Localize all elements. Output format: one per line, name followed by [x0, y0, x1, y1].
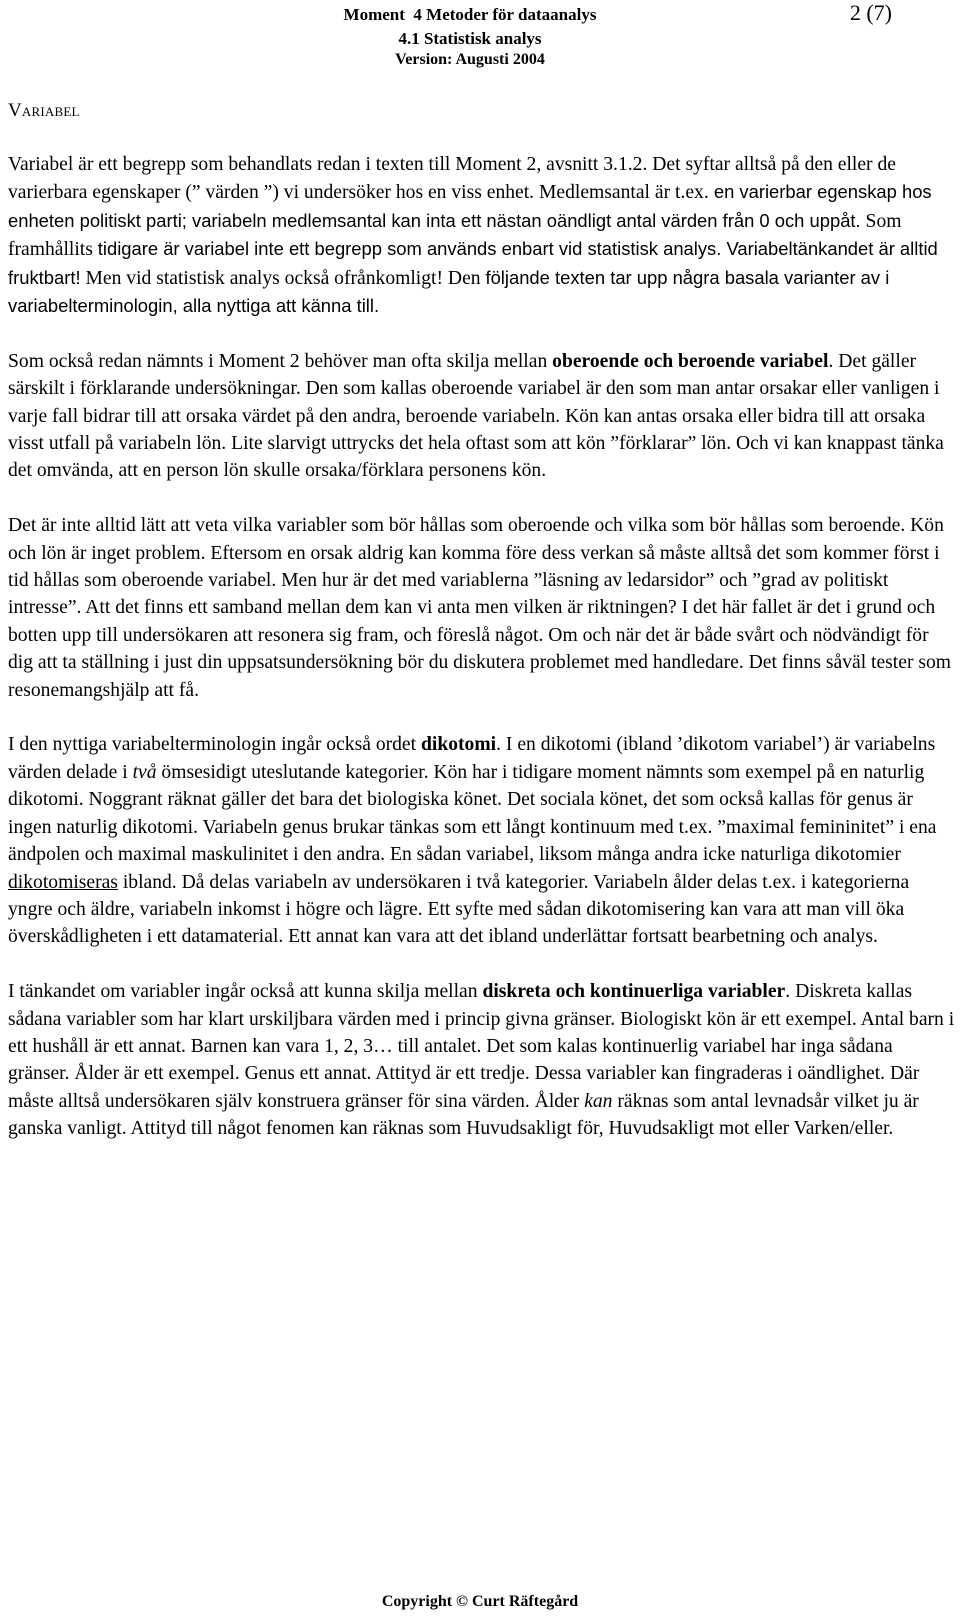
- bold-term: diskreta och kontinuerliga variabler: [482, 981, 786, 1003]
- text-run: . Diskreta kallas sådana variabler som har klart urskiljbara värden med i princip givna gränser. Biologiskt kön är ett exempel. Antal barn i ett hushåll är ett annat. Barnen kan vara 1, 2, 3… till antalet. Det som kalas kontinuerlig variabel har inga sådana gränser. Ålder är ett exempel. Genus ett annat. Attityd är ett tredje. Dessa variabler kan fingraderas i oändlighet. Där måste alltså undersökaren själv konstruera gränser för sina värden. Ålder: [8, 981, 955, 1112]
- text-run: Som också redan nämnts i Moment 2 behöver man ofta skilja mellan: [8, 350, 553, 372]
- page-header: [300, 2, 640, 70]
- paragraph-independent-dependent: [8, 348, 956, 485]
- text-run: Den: [443, 267, 486, 289]
- paragraph-causal-direction: [8, 512, 956, 704]
- header-version: Version: Augusti 2004: [395, 51, 545, 68]
- page-number: 2 (7): [849, 0, 892, 25]
- paragraph-variable-definition: [8, 151, 956, 320]
- text-run: Men vid statistisk analys också ofrånkomligt!: [80, 267, 444, 289]
- paragraph-dichotomy: [8, 731, 956, 950]
- text-run: I den nyttiga variabelterminologin ingår också ordet: [8, 734, 421, 756]
- section-heading: Variabel: [8, 100, 80, 121]
- text-run: Som framhållits: [8, 210, 902, 261]
- text-run: ibland. Då delas variabeln av undersökaren i två kategorier. Variabeln ålder delas t.ex. i kategorierna yngre och äldre, variabeln inkomst i högre och lägre. Ett syfte med sådan dikotomisering kan vara att man vill öka överskådligheten i ett datamaterial. Ett annat kan vara att det ibland underlättar fortsatt bearbetning och analys.: [8, 871, 910, 948]
- text-run: Variabel är ett begrepp som behandlats redan i texten till Moment 2, avsnitt 3.1.2. Det syftar alltså på den eller de varierbara egenskaper (” värden ”) vi undersöker hos en viss enhet. Medlemsantal är t.ex.: [8, 154, 896, 204]
- text-run: Det är inte alltid lätt att veta vilka variabler som bör hållas som oberoende och vilka som bör hållas som beroende. Kön och lön är inget problem. Eftersom en orsak aldrig kan komma före dess verkan så måste alltså det som kommer först i tid hållas som oberoende variabel. Men hur är det med variablerna ”läsning av ledarsidor” och ”grad av politiskt intresse”. Att det finns ett samband mellan dem kan vi anta men vilken är riktningen? I det här fallet är det i grund och botten upp till undersökaren att resonera sig fram, och föreslå något. Om och när det är både svårt och nödvändigt för dig att ta ställning i just din uppsatsundersökning bör du diskutera problemet med handledare. Det finns såväl tester som resonemangshjälp att få.: [8, 515, 952, 701]
- paragraph-discrete-continuous: [8, 978, 956, 1142]
- header-title: Moment 4 Metoder för dataanalys: [343, 5, 597, 24]
- text-run-sans: tidigare är variabel inte ett begrepp som används enbart vid statistisk analys. Variabeltänkandet är alltid fruktbart!: [8, 238, 938, 288]
- bold-term: oberoende och beroende variabel: [552, 350, 829, 372]
- text-run: räknas som antal levnadsår vilket ju är ganska vanligt. Attityd till något fenomen kan räknas som Huvudsakligt för, Huvudsakligt mot eller Varken/eller.: [8, 1090, 919, 1140]
- text-run: . I en dikotomi (ibland ’dikotom variabel’) är variabelns värden delade i: [8, 734, 936, 783]
- header-subtitle: 4.1 Statistisk analys: [398, 29, 542, 48]
- bold-term: dikotomi: [420, 734, 497, 756]
- text-run: ömsesidigt uteslutande kategorier. Kön har i tidigare moment nämnts som exempel på en naturlig dikotomi. Noggrant räknat gäller det bara det biologiska könet. Det sociala könet, det som också kallas för genus är ingen naturlig dikotomi. Variabeln genus brukar tänkas som ett långt kontinuum med t.ex. ”maximal femininitet” i ena ändpolen och maximal maskulinitet i den andra. En sådan variabel, liksom många andra icke naturliga dikotomier: [8, 761, 937, 866]
- italic-term: kan: [584, 1090, 613, 1112]
- body-text: [8, 151, 956, 1170]
- text-run-sans: följande texten tar upp några basala varianter av i variabelterminologin, alla nyttiga att känna till.: [8, 266, 890, 317]
- page-footer: Copyright © Curt Räftegård: [381, 1593, 579, 1610]
- text-run: . Det gäller särskilt i förklarande undersökningar. Den som kallas oberoende variabel är den som man antar orsakar eller vanligen i varje fall bidrar till att orsaka värdet på den andra, beroende variabeln. Kön kan antas orsaka eller bidra till att orsaka visst utfall på variabeln lön. Lite slarvigt uttrycks det hela oftast som att kön ”förklarar” lön. Och vi kan knappast tänka det omvända, att en person lön skulle orsaka/förklara personens kön.: [8, 350, 944, 482]
- underlined-term: dikotomiseras: [8, 871, 118, 893]
- text-run: I tänkandet om variabler ingår också att kunna skilja mellan: [8, 981, 483, 1003]
- italic-term: två: [132, 761, 157, 783]
- text-run-sans: en varierbar egenskap hos enheten politiskt parti; variabeln medlemsantal kan inta ett nästan oändligt antal värden från 0 och uppåt.: [8, 181, 932, 231]
